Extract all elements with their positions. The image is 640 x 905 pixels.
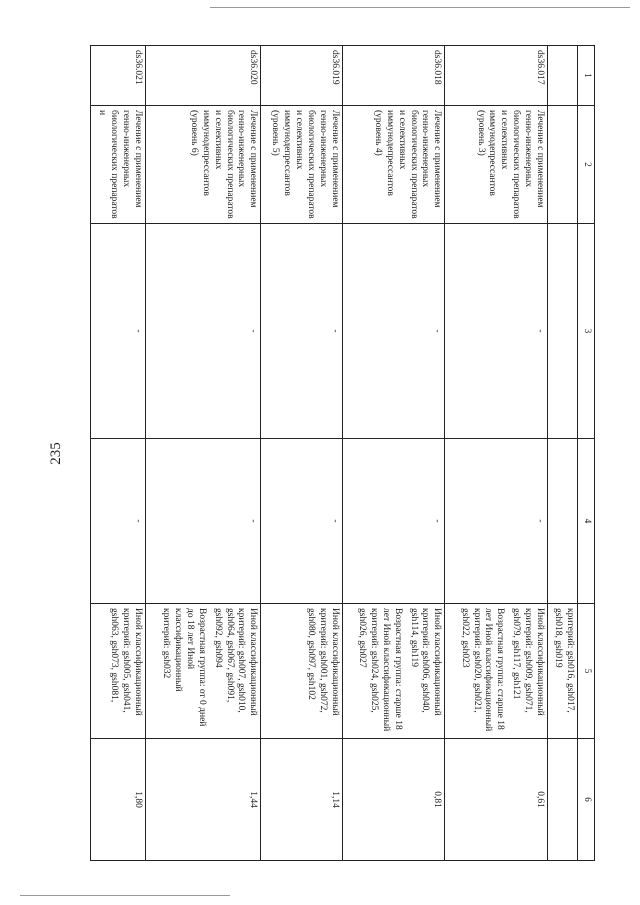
criterion-cell: критерий: gsh016, gsh017, gsh018, gsh019 — [548, 604, 578, 739]
dash-cell: - — [146, 224, 261, 439]
table-row — [445, 46, 548, 861]
coefficient-cell: 0,61 — [445, 739, 548, 861]
rotated-table-container — [90, 45, 595, 860]
dash-cell: - — [91, 224, 146, 439]
dash-cell: - — [91, 439, 146, 604]
criterion-text: Иной классификационный критерий: gsh005, gsh041, gsh063, gsh073, gsh081, — [109, 608, 143, 716]
header-col-6: 6 — [578, 739, 595, 861]
criterion-cell — [445, 604, 548, 739]
code-cell: ds36.021 — [91, 46, 146, 106]
header-col-2: 2 — [578, 106, 595, 224]
dash-cell: - — [445, 224, 548, 439]
header-col-4: 4 — [578, 439, 595, 604]
code-cell: ds36.019 — [261, 46, 342, 106]
criterion-text: Возрастная группа: старше 18 лет Иной классификационный критерий: gsh020, gsh021, gsh022, gsh023 — [459, 608, 506, 732]
table-row — [146, 46, 261, 861]
dash-cell: - — [146, 439, 261, 604]
tariff-table — [90, 45, 595, 861]
criterion-text: Возрастная группа: от 0 дней до 18 лет Иной классификационный критерий: gsh032 — [161, 608, 207, 727]
criterion-cell — [91, 604, 146, 739]
scan-artifact-bottom — [20, 895, 230, 896]
criterion-text: Иной классификационный критерий: gsh001, gsh072, gsh080, gsh097, gsh102 — [306, 608, 340, 716]
cell-empty — [548, 739, 578, 861]
page-number: 235 — [47, 442, 64, 465]
criterion-cell — [261, 604, 342, 739]
code-cell: ds36.018 — [342, 46, 445, 106]
table-row — [548, 46, 578, 861]
dash-cell: - — [261, 224, 342, 439]
dash-cell: - — [342, 439, 445, 604]
coefficient-cell: 1,14 — [261, 739, 342, 861]
criterion-text: Возрастная группа: старше 18 лет Иной классификационный критерий: gsh024, gsh025, gsh026, gsh027 — [357, 608, 403, 732]
criterion-text: Иной классификационный критерий: gsh007, gsh010, gsh064, gsh067, gsh091, gsh092, gsh094 — [212, 608, 259, 716]
criterion-text: Иной классификационный критерий: gsh009, gsh071, gsh079, gsh117, gsh121 — [511, 608, 545, 716]
cell-empty — [548, 439, 578, 604]
dash-cell: - — [261, 439, 342, 604]
table-row — [261, 46, 342, 861]
table-row — [342, 46, 445, 861]
scan-artifact-top — [210, 7, 630, 8]
coefficient-cell: 1,80 — [91, 739, 146, 861]
coefficient-cell: 0,81 — [342, 739, 445, 861]
code-cell: ds36.020 — [146, 46, 261, 106]
cell-empty — [548, 224, 578, 439]
name-cell: Лечение с применением генно-инженерных биологических препаратов и селективных иммунодепрессантов (уровень 5) — [261, 106, 342, 224]
dash-cell: - — [445, 439, 548, 604]
table-row — [91, 46, 146, 861]
header-col-1: 1 — [578, 46, 595, 106]
cell-empty — [548, 106, 578, 224]
header-col-3: 3 — [578, 224, 595, 439]
cell-empty — [548, 46, 578, 106]
coefficient-cell: 1,44 — [146, 739, 261, 861]
name-cell: Лечение с применением генно-инженерных биологических препаратов и селективных иммунодепрессантов (уровень 4) — [342, 106, 445, 224]
name-cell: Лечение с применением генно-инженерных биологических препаратов и селективных иммунодепрессантов (уровень 6) — [146, 106, 261, 224]
dash-cell: - — [342, 224, 445, 439]
name-cell: Лечение с применением генно-инженерных биологических препаратов и — [91, 106, 146, 224]
name-cell: Лечение с применением генно-инженерных биологических препаратов и селективных иммунодепрессантов (уровень 3) — [445, 106, 548, 224]
criterion-text: Иной классификационный критерий: gsh006, gsh040, gsh114, gsh119 — [408, 608, 443, 716]
criterion-cell — [146, 604, 261, 739]
header-row — [578, 46, 595, 861]
code-cell: ds36.017 — [445, 46, 548, 106]
header-col-5: 5 — [578, 604, 595, 739]
criterion-cell — [342, 604, 445, 739]
